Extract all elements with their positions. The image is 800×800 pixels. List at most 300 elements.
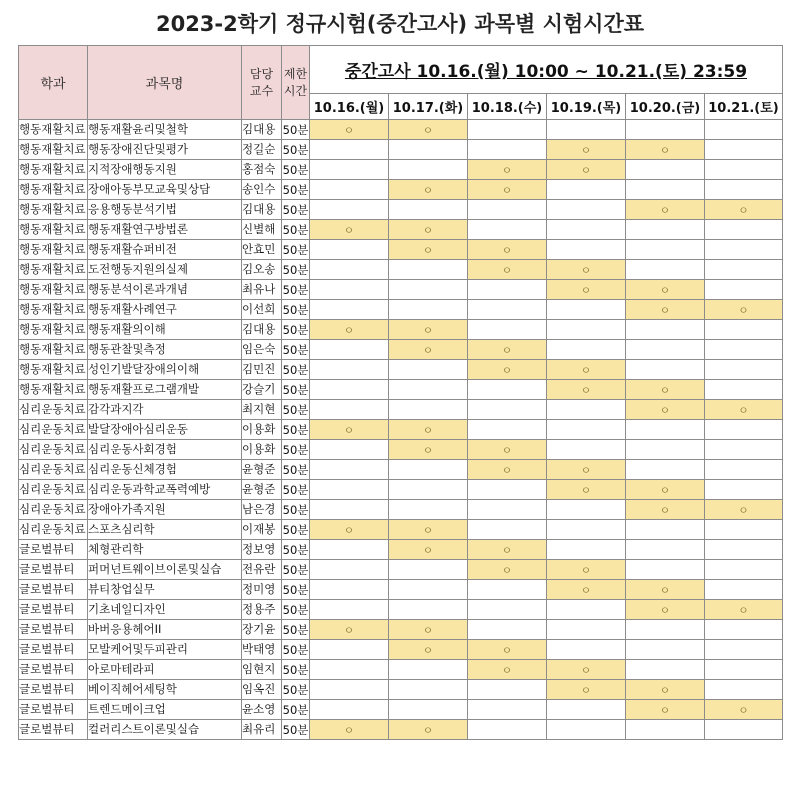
exam-day-mark: ㅇ: [626, 200, 705, 220]
time-limit-cell: 50분: [282, 540, 310, 560]
exam-day-mark: ㅇ: [389, 340, 468, 360]
time-limit-cell: 50분: [282, 400, 310, 420]
time-limit-cell: 50분: [282, 420, 310, 440]
dept-cell: 글로벌뷰티: [19, 620, 88, 640]
empty-day-cell: [310, 160, 389, 180]
empty-day-cell: [389, 680, 468, 700]
empty-day-cell: [310, 280, 389, 300]
time-limit-cell: 50분: [282, 380, 310, 400]
header-subject: 과목명: [88, 46, 242, 120]
empty-day-cell: [547, 440, 626, 460]
exam-day-mark: ㅇ: [468, 240, 547, 260]
empty-day-cell: [389, 140, 468, 160]
professor-cell: 송인수: [242, 180, 282, 200]
time-limit-cell: 50분: [282, 580, 310, 600]
dept-cell: 행동재활치료: [19, 320, 88, 340]
subject-cell: 행동재활슈퍼비전: [88, 240, 242, 260]
table-row: [19, 340, 783, 360]
table-row: [19, 140, 783, 160]
empty-day-cell: [310, 500, 389, 520]
empty-day-cell: [705, 640, 783, 660]
exam-day-mark: ㅇ: [310, 720, 389, 740]
empty-day-cell: [705, 360, 783, 380]
empty-day-cell: [705, 480, 783, 500]
header-professor-line1: 담당: [249, 66, 274, 81]
dept-cell: 행동재활치료: [19, 140, 88, 160]
time-limit-cell: 50분: [282, 680, 310, 700]
empty-day-cell: [705, 580, 783, 600]
dept-cell: 행동재활치료: [19, 300, 88, 320]
subject-cell: 감각과지각: [88, 400, 242, 420]
professor-cell: 김오송: [242, 260, 282, 280]
exam-day-mark: ㅇ: [389, 440, 468, 460]
empty-day-cell: [626, 160, 705, 180]
empty-day-cell: [468, 120, 547, 140]
exam-day-mark: ㅇ: [547, 460, 626, 480]
exam-day-mark: ㅇ: [468, 460, 547, 480]
empty-day-cell: [310, 480, 389, 500]
exam-day-mark: ㅇ: [389, 720, 468, 740]
empty-day-cell: [705, 340, 783, 360]
empty-day-cell: [626, 240, 705, 260]
empty-day-cell: [310, 360, 389, 380]
exam-day-mark: ㅇ: [468, 660, 547, 680]
empty-day-cell: [389, 460, 468, 480]
professor-cell: 윤형준: [242, 480, 282, 500]
exam-day-mark: ㅇ: [547, 580, 626, 600]
dept-cell: 글로벌뷰티: [19, 640, 88, 660]
subject-cell: 베이직헤어세팅학: [88, 680, 242, 700]
time-limit-cell: 50분: [282, 640, 310, 660]
professor-cell: 박태영: [242, 640, 282, 660]
subject-cell: 행동재활의이해: [88, 320, 242, 340]
empty-day-cell: [705, 380, 783, 400]
empty-day-cell: [547, 120, 626, 140]
dept-cell: 행동재활치료: [19, 180, 88, 200]
exam-day-mark: ㅇ: [310, 220, 389, 240]
empty-day-cell: [547, 400, 626, 420]
time-limit-cell: 50분: [282, 360, 310, 380]
empty-day-cell: [310, 440, 389, 460]
empty-day-cell: [310, 200, 389, 220]
table-row: [19, 200, 783, 220]
exam-day-mark: ㅇ: [626, 700, 705, 720]
empty-day-cell: [705, 680, 783, 700]
header-time-line2: 시간: [283, 83, 308, 98]
dept-cell: 글로벌뷰티: [19, 720, 88, 740]
table-row: [19, 280, 783, 300]
empty-day-cell: [626, 620, 705, 640]
empty-day-cell: [389, 260, 468, 280]
empty-day-cell: [468, 580, 547, 600]
professor-cell: 최지현: [242, 400, 282, 420]
dept-cell: 심리운동치료: [19, 440, 88, 460]
table-row: [19, 440, 783, 460]
exam-day-mark: ㅇ: [310, 520, 389, 540]
header-professor: [242, 46, 282, 120]
subject-cell: 행동재활연구방법론: [88, 220, 242, 240]
empty-day-cell: [468, 320, 547, 340]
professor-cell: 신별해: [242, 220, 282, 240]
time-limit-cell: 50분: [282, 520, 310, 540]
empty-day-cell: [626, 660, 705, 680]
empty-day-cell: [389, 580, 468, 600]
empty-day-cell: [468, 140, 547, 160]
table-row: [19, 180, 783, 200]
time-limit-cell: 50분: [282, 620, 310, 640]
empty-day-cell: [389, 360, 468, 380]
day-header: 10.17.(화): [389, 94, 468, 120]
table-row: [19, 380, 783, 400]
empty-day-cell: [626, 420, 705, 440]
empty-day-cell: [626, 520, 705, 540]
exam-day-mark: ㅇ: [547, 660, 626, 680]
subject-cell: 행동분석이론과개념: [88, 280, 242, 300]
subject-cell: 심리운동과학교폭력예방: [88, 480, 242, 500]
time-limit-cell: 50분: [282, 720, 310, 740]
exam-day-mark: ㅇ: [626, 300, 705, 320]
empty-day-cell: [705, 260, 783, 280]
page-title: 2023-2학기 정규시험(중간고사) 과목별 시험시간표: [155, 12, 645, 36]
exam-day-mark: ㅇ: [626, 600, 705, 620]
time-limit-cell: 50분: [282, 140, 310, 160]
empty-day-cell: [468, 700, 547, 720]
empty-day-cell: [547, 220, 626, 240]
time-limit-cell: 50분: [282, 240, 310, 260]
subject-cell: 행동재활프로그램개발: [88, 380, 242, 400]
day-header: 10.19.(목): [547, 94, 626, 120]
table-row: [19, 700, 783, 720]
time-limit-cell: 50분: [282, 480, 310, 500]
empty-day-cell: [468, 380, 547, 400]
empty-day-cell: [705, 180, 783, 200]
empty-day-cell: [705, 520, 783, 540]
subject-cell: 행동관찰및측정: [88, 340, 242, 360]
time-limit-cell: 50분: [282, 500, 310, 520]
professor-cell: 정미영: [242, 580, 282, 600]
time-limit-cell: 50분: [282, 260, 310, 280]
empty-day-cell: [310, 600, 389, 620]
exam-day-mark: ㅇ: [626, 500, 705, 520]
subject-cell: 모발케어및두피관리: [88, 640, 242, 660]
empty-day-cell: [310, 640, 389, 660]
header-dept: 학과: [19, 46, 88, 120]
empty-day-cell: [310, 460, 389, 480]
exam-day-mark: ㅇ: [389, 180, 468, 200]
empty-day-cell: [547, 640, 626, 660]
subject-cell: 응용행동분석기법: [88, 200, 242, 220]
exam-day-mark: ㅇ: [468, 640, 547, 660]
dept-cell: 행동재활치료: [19, 260, 88, 280]
empty-day-cell: [705, 220, 783, 240]
table-row: [19, 540, 783, 560]
exam-day-mark: ㅇ: [626, 380, 705, 400]
subject-cell: 뷰티창업실무: [88, 580, 242, 600]
empty-day-cell: [468, 600, 547, 620]
exam-day-mark: ㅇ: [389, 120, 468, 140]
empty-day-cell: [468, 500, 547, 520]
exam-day-mark: ㅇ: [547, 160, 626, 180]
exam-day-mark: ㅇ: [389, 520, 468, 540]
exam-day-mark: ㅇ: [547, 380, 626, 400]
empty-day-cell: [389, 480, 468, 500]
dept-cell: 행동재활치료: [19, 360, 88, 380]
empty-day-cell: [468, 400, 547, 420]
empty-day-cell: [705, 420, 783, 440]
table-row: [19, 300, 783, 320]
exam-day-mark: ㅇ: [626, 400, 705, 420]
exam-day-mark: ㅇ: [705, 300, 783, 320]
empty-day-cell: [705, 280, 783, 300]
empty-day-cell: [705, 620, 783, 640]
empty-day-cell: [626, 560, 705, 580]
dept-cell: 심리운동치료: [19, 520, 88, 540]
empty-day-cell: [547, 320, 626, 340]
table-row: [19, 620, 783, 640]
dept-cell: 행동재활치료: [19, 380, 88, 400]
time-limit-cell: 50분: [282, 180, 310, 200]
professor-cell: 최유나: [242, 280, 282, 300]
dept-cell: 행동재활치료: [19, 340, 88, 360]
subject-cell: 장애아동부모교육및상담: [88, 180, 242, 200]
empty-day-cell: [547, 340, 626, 360]
empty-day-cell: [626, 440, 705, 460]
exam-day-mark: ㅇ: [626, 680, 705, 700]
subject-cell: 기초네일디자인: [88, 600, 242, 620]
table-row: [19, 420, 783, 440]
professor-cell: 홍점숙: [242, 160, 282, 180]
exam-period-banner: [310, 46, 783, 94]
subject-cell: 행동재활윤리및철학: [88, 120, 242, 140]
exam-day-mark: ㅇ: [389, 620, 468, 640]
empty-day-cell: [626, 320, 705, 340]
exam-day-mark: ㅇ: [547, 280, 626, 300]
exam-day-mark: ㅇ: [468, 560, 547, 580]
empty-day-cell: [705, 540, 783, 560]
empty-day-cell: [468, 720, 547, 740]
day-header: 10.18.(수): [468, 94, 547, 120]
empty-day-cell: [547, 720, 626, 740]
empty-day-cell: [389, 280, 468, 300]
exam-day-mark: ㅇ: [389, 320, 468, 340]
professor-cell: 장기윤: [242, 620, 282, 640]
empty-day-cell: [626, 720, 705, 740]
dept-cell: 행동재활치료: [19, 280, 88, 300]
empty-day-cell: [310, 400, 389, 420]
table-row: [19, 360, 783, 380]
table-row: [19, 400, 783, 420]
dept-cell: 심리운동치료: [19, 480, 88, 500]
empty-day-cell: [468, 680, 547, 700]
empty-day-cell: [547, 700, 626, 720]
exam-day-mark: ㅇ: [626, 580, 705, 600]
empty-day-cell: [310, 580, 389, 600]
professor-cell: 전유란: [242, 560, 282, 580]
subject-cell: 심리운동사회경험: [88, 440, 242, 460]
day-header: 10.16.(월): [310, 94, 389, 120]
exam-day-mark: ㅇ: [310, 120, 389, 140]
empty-day-cell: [547, 620, 626, 640]
professor-cell: 이재봉: [242, 520, 282, 540]
empty-day-cell: [468, 620, 547, 640]
dept-cell: 글로벌뷰티: [19, 600, 88, 620]
time-limit-cell: 50분: [282, 340, 310, 360]
empty-day-cell: [389, 700, 468, 720]
exam-day-mark: ㅇ: [468, 340, 547, 360]
dept-cell: 글로벌뷰티: [19, 560, 88, 580]
empty-day-cell: [389, 560, 468, 580]
table-row: [19, 680, 783, 700]
empty-day-cell: [705, 460, 783, 480]
empty-day-cell: [626, 260, 705, 280]
empty-day-cell: [468, 220, 547, 240]
exam-schedule-table: [18, 45, 783, 740]
time-limit-cell: 50분: [282, 600, 310, 620]
empty-day-cell: [310, 700, 389, 720]
empty-day-cell: [310, 300, 389, 320]
empty-day-cell: [547, 180, 626, 200]
empty-day-cell: [547, 520, 626, 540]
exam-day-mark: ㅇ: [547, 260, 626, 280]
exam-day-mark: ㅇ: [389, 240, 468, 260]
table-row: [19, 520, 783, 540]
exam-day-mark: ㅇ: [626, 280, 705, 300]
exam-day-mark: ㅇ: [705, 600, 783, 620]
table-row: [19, 460, 783, 480]
schedule-rows: [19, 120, 783, 740]
professor-cell: 김대용: [242, 120, 282, 140]
empty-day-cell: [310, 240, 389, 260]
empty-day-cell: [310, 660, 389, 680]
time-limit-cell: 50분: [282, 120, 310, 140]
empty-day-cell: [705, 120, 783, 140]
empty-day-cell: [626, 640, 705, 660]
empty-day-cell: [310, 180, 389, 200]
dept-cell: 심리운동치료: [19, 400, 88, 420]
empty-day-cell: [468, 280, 547, 300]
dept-cell: 글로벌뷰티: [19, 700, 88, 720]
professor-cell: 안효민: [242, 240, 282, 260]
subject-cell: 발달장애아심리운동: [88, 420, 242, 440]
empty-day-cell: [310, 680, 389, 700]
empty-day-cell: [310, 260, 389, 280]
professor-cell: 윤소영: [242, 700, 282, 720]
empty-day-cell: [626, 120, 705, 140]
subject-cell: 성인기발달장애의이해: [88, 360, 242, 380]
empty-day-cell: [705, 440, 783, 460]
time-limit-cell: 50분: [282, 200, 310, 220]
exam-period-text: 중간고사 10.16.(월) 10:00 ~ 10.21.(토) 23:59: [344, 62, 748, 82]
table-row: [19, 120, 783, 140]
time-limit-cell: 50분: [282, 160, 310, 180]
table-row: [19, 640, 783, 660]
empty-day-cell: [389, 200, 468, 220]
exam-day-mark: ㅇ: [626, 140, 705, 160]
subject-cell: 아로마테라피: [88, 660, 242, 680]
time-limit-cell: 50분: [282, 460, 310, 480]
subject-cell: 장애아가족지원: [88, 500, 242, 520]
professor-cell: 임현지: [242, 660, 282, 680]
empty-day-cell: [389, 600, 468, 620]
empty-day-cell: [468, 520, 547, 540]
table-row: [19, 580, 783, 600]
table-row: [19, 660, 783, 680]
dept-cell: 심리운동치료: [19, 460, 88, 480]
header-professor-line2: 교수: [249, 83, 274, 98]
professor-cell: 임옥진: [242, 680, 282, 700]
professor-cell: 이용화: [242, 440, 282, 460]
empty-day-cell: [310, 380, 389, 400]
empty-day-cell: [389, 300, 468, 320]
empty-day-cell: [626, 360, 705, 380]
dept-cell: 글로벌뷰티: [19, 680, 88, 700]
subject-cell: 지적장애행동지원: [88, 160, 242, 180]
exam-day-mark: ㅇ: [468, 260, 547, 280]
empty-day-cell: [389, 160, 468, 180]
empty-day-cell: [547, 540, 626, 560]
dept-cell: 글로벌뷰티: [19, 580, 88, 600]
exam-day-mark: ㅇ: [310, 320, 389, 340]
subject-cell: 체형관리학: [88, 540, 242, 560]
table-row: [19, 160, 783, 180]
exam-day-mark: ㅇ: [468, 540, 547, 560]
subject-cell: 바버응용헤어II: [88, 620, 242, 640]
exam-day-mark: ㅇ: [468, 160, 547, 180]
professor-cell: 김민진: [242, 360, 282, 380]
subject-cell: 행동장애진단및평가: [88, 140, 242, 160]
empty-day-cell: [547, 240, 626, 260]
exam-day-mark: ㅇ: [468, 440, 547, 460]
time-limit-cell: 50분: [282, 560, 310, 580]
professor-cell: 정보영: [242, 540, 282, 560]
header-time-limit: [282, 46, 310, 120]
table-row: [19, 500, 783, 520]
empty-day-cell: [626, 180, 705, 200]
empty-day-cell: [468, 480, 547, 500]
time-limit-cell: 50분: [282, 320, 310, 340]
day-header: 10.20.(금): [626, 94, 705, 120]
time-limit-cell: 50분: [282, 300, 310, 320]
time-limit-cell: 50분: [282, 660, 310, 680]
professor-cell: 정용주: [242, 600, 282, 620]
dept-cell: 심리운동치료: [19, 500, 88, 520]
subject-cell: 컬러리스트이론및실습: [88, 720, 242, 740]
table-row: [19, 480, 783, 500]
subject-cell: 스포츠심리학: [88, 520, 242, 540]
dept-cell: 행동재활치료: [19, 220, 88, 240]
empty-day-cell: [547, 420, 626, 440]
empty-day-cell: [705, 240, 783, 260]
table-row: [19, 320, 783, 340]
exam-day-mark: ㅇ: [310, 620, 389, 640]
empty-day-cell: [468, 420, 547, 440]
dept-cell: 심리운동치료: [19, 420, 88, 440]
time-limit-cell: 50분: [282, 440, 310, 460]
empty-day-cell: [310, 140, 389, 160]
empty-day-cell: [468, 300, 547, 320]
empty-day-cell: [468, 200, 547, 220]
professor-cell: 이용화: [242, 420, 282, 440]
empty-day-cell: [389, 660, 468, 680]
exam-day-mark: ㅇ: [705, 700, 783, 720]
exam-day-mark: ㅇ: [468, 360, 547, 380]
exam-day-mark: ㅇ: [705, 500, 783, 520]
empty-day-cell: [310, 340, 389, 360]
professor-cell: 최유리: [242, 720, 282, 740]
table-row: [19, 220, 783, 240]
empty-day-cell: [547, 200, 626, 220]
subject-cell: 행동재활사례연구: [88, 300, 242, 320]
